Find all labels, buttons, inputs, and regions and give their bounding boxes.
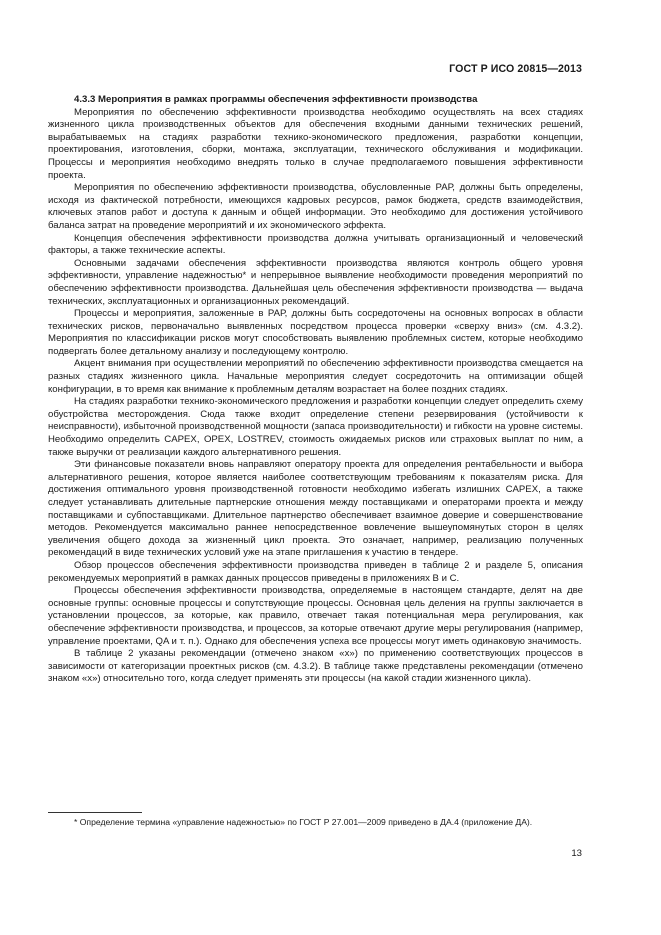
- standard-header: ГОСТ Р ИСО 20815—2013: [449, 63, 582, 75]
- footnote-divider: [48, 812, 142, 813]
- paragraph: Обзор процессов обеспечения эффективности производства приведен в таблице 2 и разделе 5, описания рекомендуемых мероприятий в рамках данных процессов приведены в приложениях В и С.: [48, 559, 583, 584]
- paragraph: Мероприятия по обеспечению эффективности производства, обусловленные РАР, должны быть определены, исходя из фактической потребности, имеющихся кадровых ресурсов, рамок бюджета, средств взаимодействия, ключевых этапов работ и доступа к данным и общей информации. Это необходимо для достижения устойчивого баланса затрат на проведение мероприятий и их экономического эффекта.: [48, 182, 583, 231]
- paragraph: На стадиях разработки технико-экономического предложения и разработки концепции следует определить схему обустройства месторождения. Сюда также входит определение степени резервирования (устойчивости к неисправности), избыточной производственной мощности (запаса производительности) и гибкости на уровне системы. Необходимо определить CAPEX, OPEX, LOSTREV, стоимость ожидаемых рисков или страховых выплат по ним, а также выручки от реализации каждого альтернативного решения.: [48, 396, 583, 458]
- paragraph: Основными задачами обеспечения эффективности производства являются контроль общего уровня эффективности, управление надежностью* и непрерывное выявление необходимости проведения мероприятий по обеспечению эффективности производства. Дальнейшая цель обеспечения эффективности производства — выдача технических, эксплуатационных и организационных рекомендаций.: [48, 257, 583, 307]
- paragraph: В таблице 2 указаны рекомендации (отмечено знаком «х») по применению соответствующих процессов в зависимости от категоризации проектных рисков (см. 4.3.2). В таблице также представлены рекомендации (отмечено знаком «х») относительно того, когда следует применять эти процессы (на какой стадии жизненного цикла).: [48, 648, 583, 685]
- paragraph: Акцент внимания при осуществлении мероприятий по обеспечению эффективности производства смещается на разных стадиях жизненного цикла. Начальные мероприятия следует сосредоточить на оптимизации общей конфигурации, в то время как внимание к проблемным деталям возрастает на более поздних стадиях.: [48, 358, 583, 395]
- paragraph: Процессы обеспечения эффективности производства, определяемые в настоящем стандарте, делят на две основные группы: основные процессы и сопутствующие процессы. Основная цель деления на группы заключается в установлении процессов, за которые, как правило, отвечает такая потенциальная мера регулирования, как обеспечение эффективности производства, и процессов, за которые отвечают другие меры регулирования (например, управление проектами, QA и т. п.). Однако для обеспечения успеха все процессы могут иметь одинаковую значимость.: [48, 585, 583, 647]
- paragraph: Мероприятия по обеспечению эффективности производства необходимо осуществлять на всех стадиях жизненного цикла производственных объектов для обеспечения входными данными технических решений, вырабатываемых на стадиях разработки технико-экономического предложения, разработки концепции, проектирования, изготовления, сборки, монтажа, эксплуатации, технического обслуживания и модификации. Процессы и мероприятия необходимо внедрять только в случае предполагаемого повышения эффективности проекта.: [48, 106, 583, 181]
- section-title: 4.3.3 Мероприятия в рамках программы обеспечения эффективности производства: [74, 94, 478, 105]
- paragraph: Процессы и мероприятия, заложенные в РАР, должны быть сосредоточены на основных вопросах в области технических рисков, первоначально выявленных посредством процесса проверки «сверху вниз» (см. 4.3.2). Мероприятия по классификации рисков могут способствовать выявлению проблемных систем, которые необходимо подвергать более детальному анализу и последующему контролю.: [48, 308, 583, 357]
- section-body: [48, 94, 583, 686]
- footnote: [48, 817, 583, 828]
- footnote-text: * Определение термина «управление надежностью» по ГОСТ Р 27.001—2009 приведено в ДА.4 (приложение ДА).: [74, 817, 533, 827]
- paragraph: Концепция обеспечения эффективности производства должна учитывать организационный и человеческий факторы, а также технические аспекты.: [48, 232, 583, 257]
- page-number: 13: [571, 848, 582, 859]
- paragraph: Эти финансовые показатели вновь направляют оператору проекта для определения рентабельности и выбора альтернативного решения, которое является наиболее соответствующим требованиям к показателям риска. Для достижения оптимального уровня производственной готовности необходимо избегать излишних CAPEX, а также следует устанавливать длительные партнерские отношения между поставщиками и операторами проекта и между поставщиками и субпоставщиками. Длительное партнерство обеспечивает взаимное доверие и совершенствование методов. Рекомендуется максимально раннее непосредственное вовлечение вышеупомянутых сторон в целях увеличения общего дохода за жизненный цикл проекта. Это означает, например, реализацию полученных рекомендаций в виде технических условий уже на этапе приглашения к участию в тендере.: [48, 459, 583, 559]
